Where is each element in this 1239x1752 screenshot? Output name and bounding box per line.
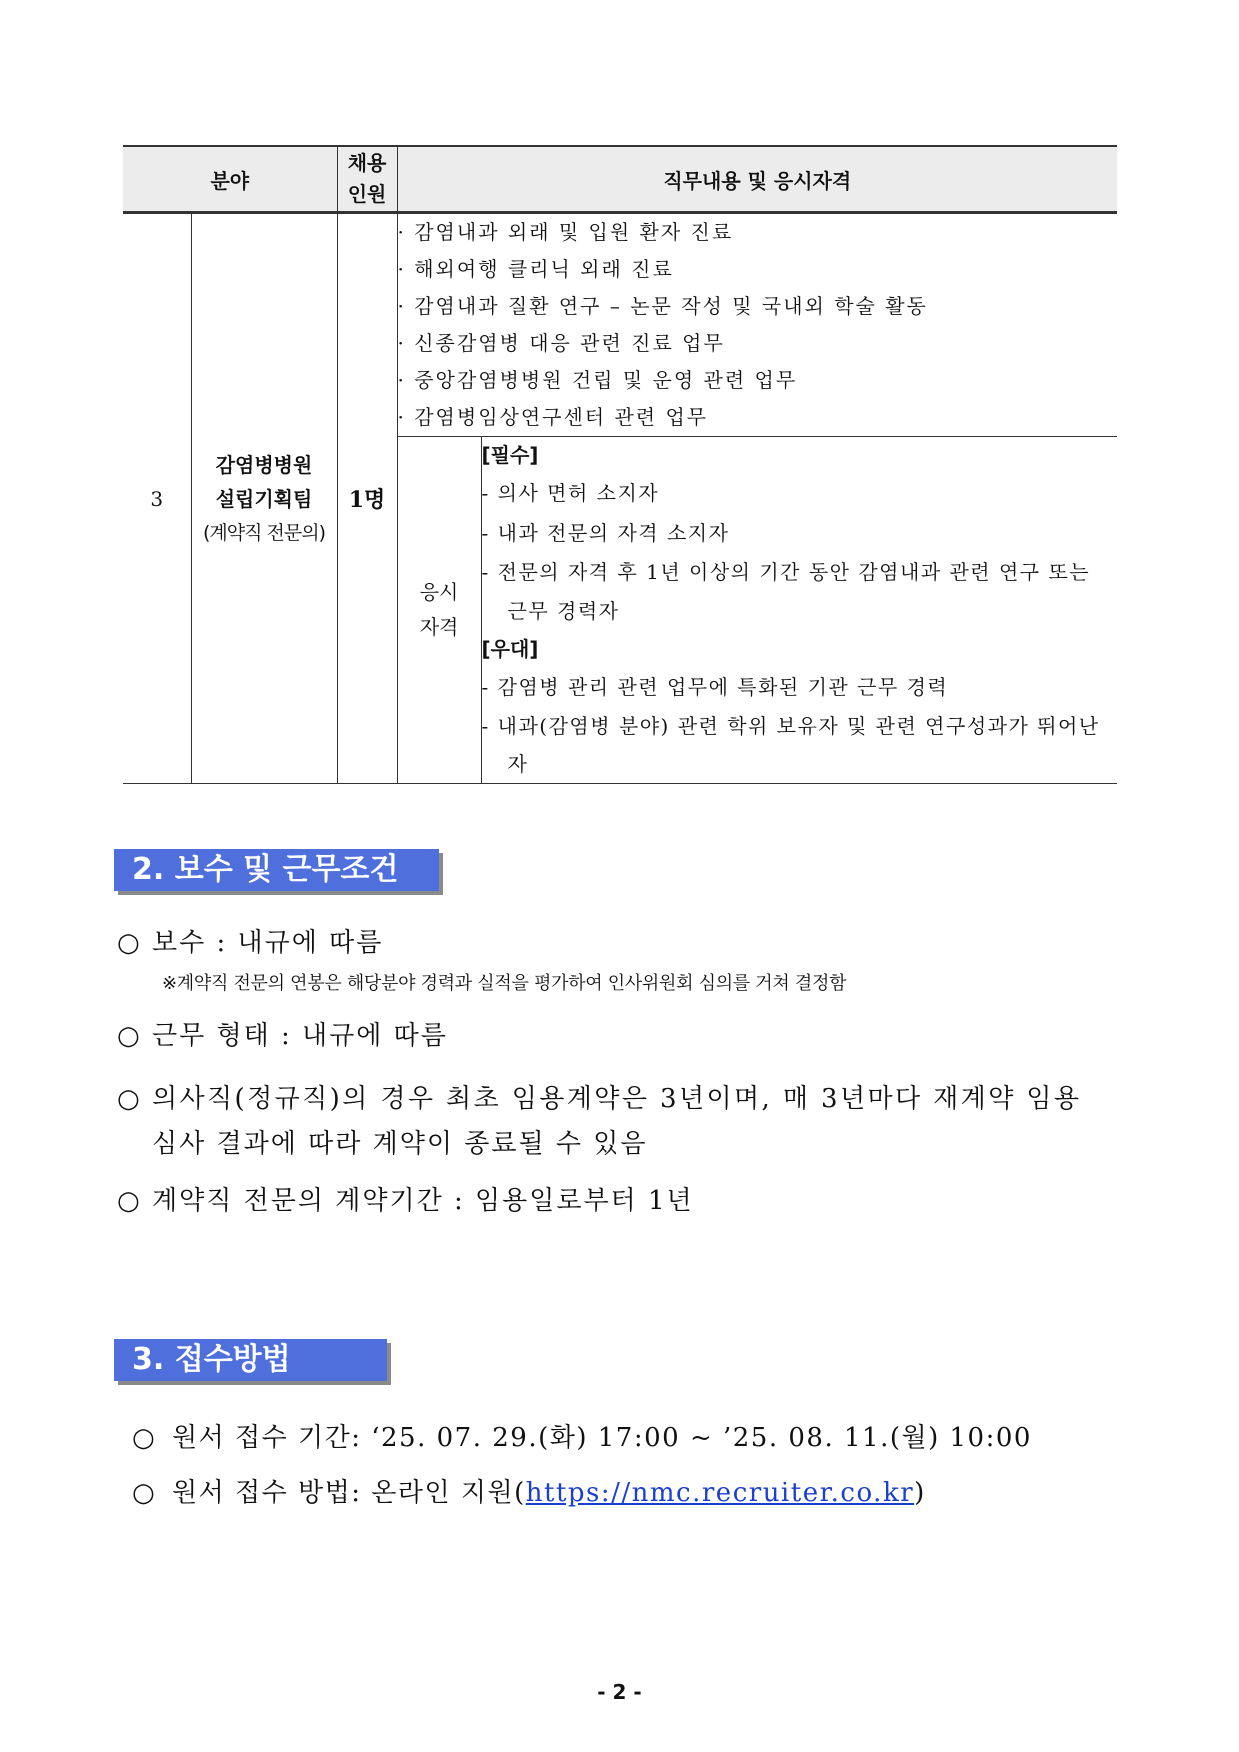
application-method: ○ 원서 접수 방법: 온라인 지원(https://nmc.recruiter.co.kr) — [132, 1478, 926, 1508]
preferred-heading: [우대] — [481, 637, 539, 661]
header-field: 분야 — [123, 146, 337, 213]
duty-item: · 신종감염병 대응 관련 진료 업무 — [397, 331, 725, 355]
preferred-item: - 내과(감염병 분야) 관련 학위 보유자 및 관련 연구성과가 뛰어난 자 — [481, 714, 1100, 776]
section2-title: 2. 보수 및 근무조건 — [114, 849, 439, 891]
page-number: - 2 - — [597, 1680, 642, 1704]
duty-item: · 감염병임상연구센터 관련 업무 — [397, 405, 709, 429]
application-link[interactable]: https://nmc.recruiter.co.kr — [525, 1478, 915, 1508]
required-item: - 의사 면허 소지자 — [481, 481, 660, 505]
salary-item: ○ 보수 : 내규에 따름 — [117, 928, 384, 958]
application-period: ○ 원서 접수 기간: ‘25. 07. 29.(화) 17:00 ~ ’25. 08. 11.(월) 10:00 — [132, 1423, 1032, 1453]
required-heading: [필수] — [481, 443, 539, 467]
contract-period-item: ○ 계약직 전문의 계약기간 : 임용일로부터 1년 — [117, 1186, 694, 1216]
table-header-row — [123, 146, 1117, 213]
row-number: 3 — [123, 213, 191, 784]
table-row — [123, 213, 1117, 437]
duties-cell — [397, 213, 1117, 437]
duty-item: · 해외여행 클리닉 외래 진료 — [397, 257, 674, 281]
duty-item: · 중앙감염병병원 건립 및 운영 관련 업무 — [397, 368, 798, 392]
header-count: 채용 인원 — [337, 146, 397, 213]
qualification-label: 응시 자격 — [397, 437, 481, 784]
work-type-item: ○ 근무 형태 : 내규에 따름 — [117, 1021, 448, 1051]
preferred-item: - 감염병 관리 관련 업무에 특화된 기관 근무 경력 — [481, 675, 949, 699]
duty-item: · 감염내과 외래 및 입원 환자 진료 — [397, 220, 734, 244]
count-cell: 1명 — [337, 213, 397, 784]
section3-title: 3. 접수방법 — [114, 1339, 387, 1381]
required-item: - 내과 전문의 자격 소지자 — [481, 521, 730, 545]
recruitment-table — [123, 145, 1117, 784]
salary-note: ※계약직 전문의 연봉은 해당분야 경력과 실적을 평가하여 인사위원회 심의를 거쳐 결정함 — [162, 973, 847, 994]
qualification-cell — [481, 437, 1117, 784]
contract-item: ○ 의사직(정규직)의 경우 최초 임용계약은 3년이며, 매 3년마다 재계약 임용 — [117, 1084, 1082, 1114]
duty-item: · 감염내과 질환 연구 – 논문 작성 및 국내외 학술 활동 — [397, 294, 928, 318]
required-item: - 전문의 자격 후 1년 이상의 기간 동안 감염내과 관련 연구 또는 근무 경력자 — [481, 560, 1091, 623]
field-cell: 감염병병원 설립기획팀 (계약직 전문의) — [191, 213, 337, 784]
header-duties: 직무내용 및 응시자격 — [397, 146, 1117, 213]
contract-item-cont: 심사 결과에 따라 계약이 종료될 수 있음 — [152, 1129, 648, 1159]
